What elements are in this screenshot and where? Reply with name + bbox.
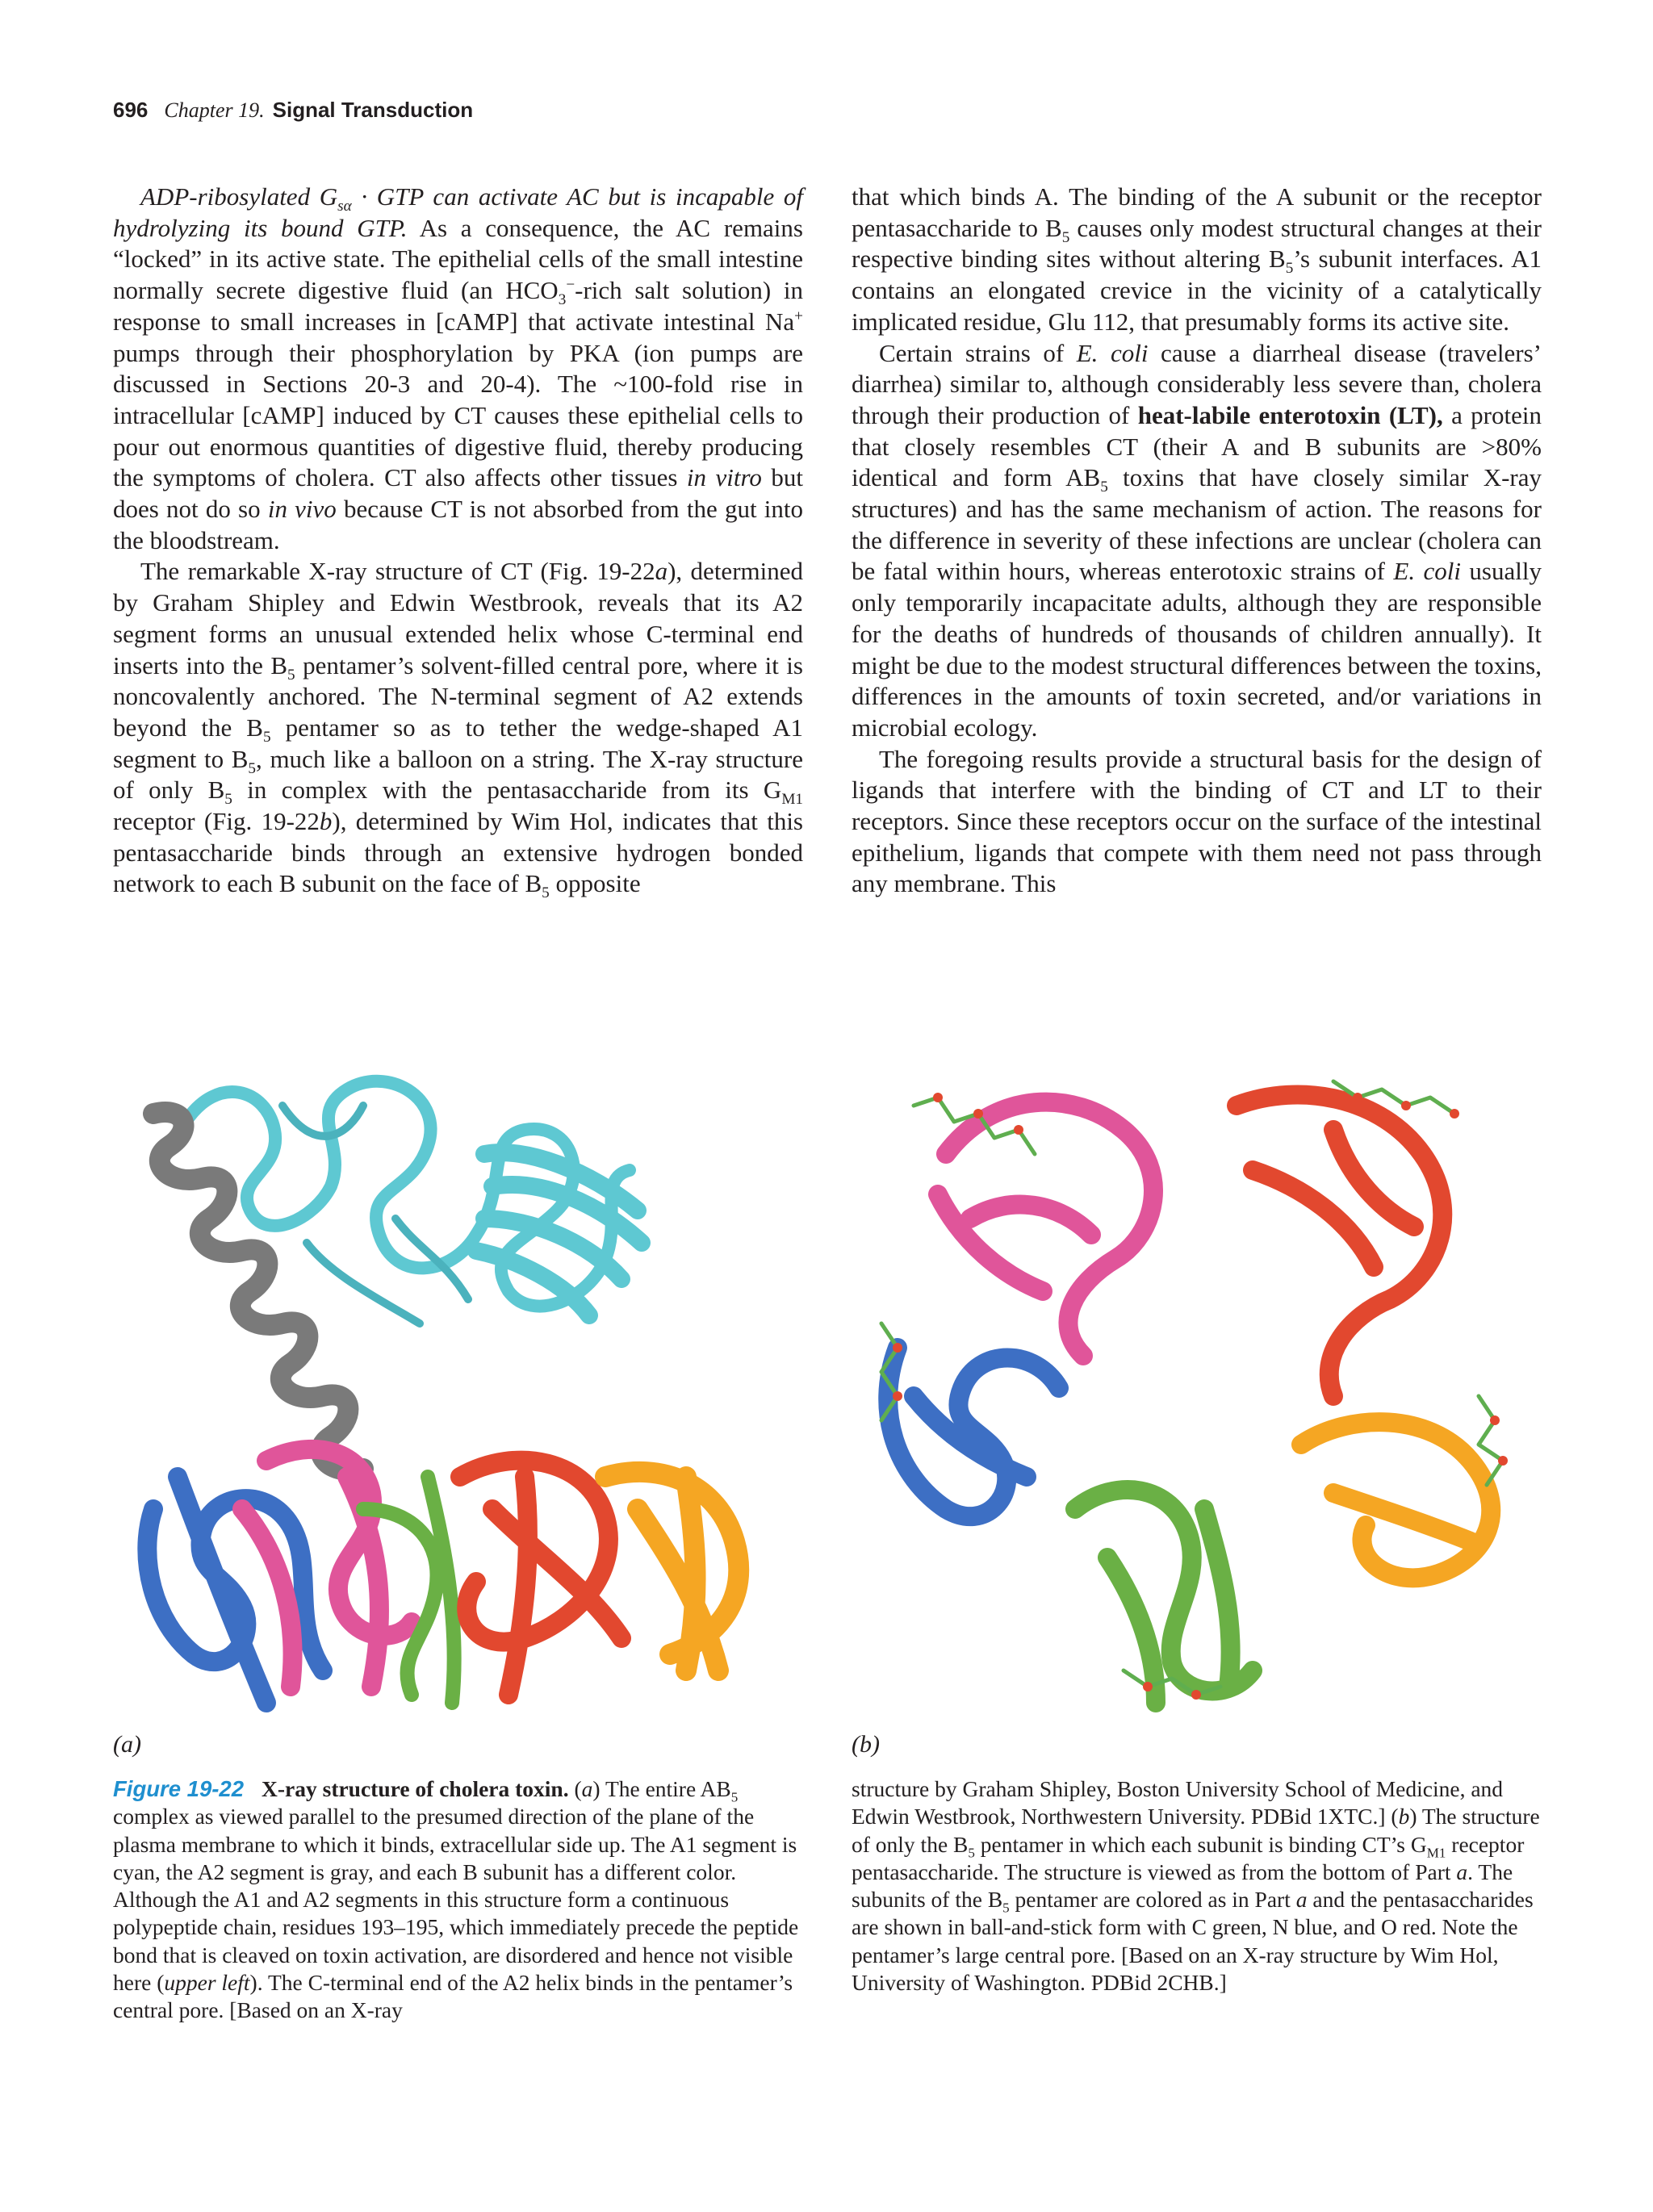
figure-label: Figure 19-22 [113, 1776, 245, 1801]
caption-text: structure by Graham Shipley, Boston University School of Medicine, and Edwin Westbrook, Northwestern University. PDBid 1XTC.] (b) The structure of only the $B_5$ pentamer in which each subunit is binding CT’s $G_{M1}$ receptor pentasaccharide. The structure is viewed as from the bottom of Part a. The subunits of the $B_5$ pentamer are colored as in Part a and the pentasaccharides are shown in ball-and-stick form with C green, N blue, and O red. Note the pentamer’s large central pore. [Based on an X-ray structure by Wim Hol, University of Washington. PDBid 2CHB.] [852, 1776, 1540, 1996]
caption-text: Figure 19-22 X-ray structure of cholera toxin. (a) The entire $AB_5$ complex as viewed parallel to the presumed direction of the plane of the plasma membrane to which it binds, extracellular side up. The A1 segment is cyan, the A2 segment is gray, and each B subunit has a different color. Although the A1 and A2 segments in this structure form a continuous polypeptide chain, residues 193–195, which immediately precede the peptide bond that is cleaved on toxin activation, are disordered and hence not visible here (upper left). The C-terminal end of the A2 helix binds in the pentamer’s central pore. [Based on an X-ray [113, 1776, 799, 2023]
paragraph: that which binds A. The binding of the A subunit or the receptor pentasaccharide to $B_5$ causes only modest structural changes at their respective binding sites without altering $B_5’s$ subunit interfaces. A1 contains an elongated crevice in the vicinity of a catalytically implicated residue, Glu 112, that presumably forms its active site. [852, 182, 1542, 336]
section-title: Signal Transduction [272, 98, 474, 122]
pentamer-orange-subunit [1301, 1422, 1491, 1578]
pentamer-blue-subunit [888, 1348, 1059, 1516]
paragraph: ADP-ribosylated $G_{s\alpha}$ · GTP can activate AC but is incapable of hydrolyzing its bound GTP. As a consequence, the AC remains “locked” in its active state. The epithelial cells of the small intestine normally secrete digestive fluid (an $HCO_3^-$-rich salt solution) in response to small increases in [cAMP] that activate intestinal Na+ pumps through their phosphorylation by PKA (ion pumps are discussed in Sections 20-3 and 20-4). The ~100-fold rise in intracellular [cAMP] induced by CT causes these epithelial cells to pour out enormous quantities of digestive fluid, thereby producing the symptoms of cholera. CT also affects other tissues in vitro but does not do so in vivo because CT is not absorbed from the gut into the bloodstream. [113, 182, 804, 554]
b-subunit-pink-ribbon [242, 1449, 412, 1687]
caption-title: X-ray structure of cholera toxin. [262, 1776, 569, 1801]
b-subunit-red-ribbon [460, 1461, 621, 1695]
figure-panel-b-b5-pentamer [849, 1057, 1543, 1719]
figure-caption-left [113, 1775, 803, 2025]
figure-caption-right [852, 1775, 1542, 1997]
figure-panel-a-ab5-complex [105, 1057, 799, 1719]
paragraph: The foregoing results provide a structural basis for the design of ligands that interfere with the binding of CT and LT to their receptors. Since these receptors occur on the surface of the intestinal epithelium, ligands that compete with them need not pass through any membrane. This [852, 744, 1542, 898]
chapter-label: Chapter 19. [164, 98, 265, 122]
pentasaccharide-oxygen-atoms [893, 1093, 1508, 1700]
panel-label-b: (b) [852, 1731, 880, 1758]
b5-pentamer-illustration [849, 1057, 1543, 1719]
running-header [113, 97, 473, 123]
ab5-ribbon-illustration [105, 1057, 799, 1719]
pentamer-green-subunit [1075, 1490, 1253, 1703]
paragraph: Certain strains of E. coli cause a diarrheal disease (travelers’ diarrhea) similar to, although considerably less severe than, cholera through their production of heat-labile enterotoxin (LT), a protein that closely resembles CT (their A and B subunits are >80% identical and form $AB_5$ toxins that have closely similar X-ray structures) and has the same mechanism of action. The reasons for the difference in severity of these infections are unclear (cholera can be fatal within hours, whereas enterotoxic strains of E. coli usually only temporarily incapacitate adults, although they are responsible for the deaths of hundreds of thousands of children annually). It might be due to the modest structural differences between the toxins, differences in the amounts of toxin secreted, and/or variations in microbial ecology. [852, 338, 1542, 742]
left-text-column [113, 182, 803, 900]
pentamer-red-subunit [1237, 1095, 1442, 1397]
page-number: 696 [113, 98, 149, 122]
pentamer-pink-subunit [938, 1102, 1153, 1356]
paragraph: The remarkable X-ray structure of CT (Fig. 19-22a), determined by Graham Shipley and Edwin Westbrook, reveals that its A2 segment forms an unusual extended helix whose C-terminal end inserts into the $B_5$ pentamer’s solvent-filled central pore, where it is noncovalently anchored. The N-terminal segment of A2 extends beyond the $B_5$ pentamer so as to tether the wedge-shaped A1 segment to $B_5$, much like a balloon on a string. The X-ray structure of only $B_5$ in complex with the pentasaccharide from its $G_{M1}$ receptor (Fig. 19-22b), determined by Wim Hol, indicates that this pentasaccharide binds through an extensive hydrogen bonded network to each B subunit on the face of $B_5$ opposite [113, 557, 803, 902]
panel-label-a: (a) [113, 1731, 141, 1758]
right-text-column [852, 182, 1542, 900]
